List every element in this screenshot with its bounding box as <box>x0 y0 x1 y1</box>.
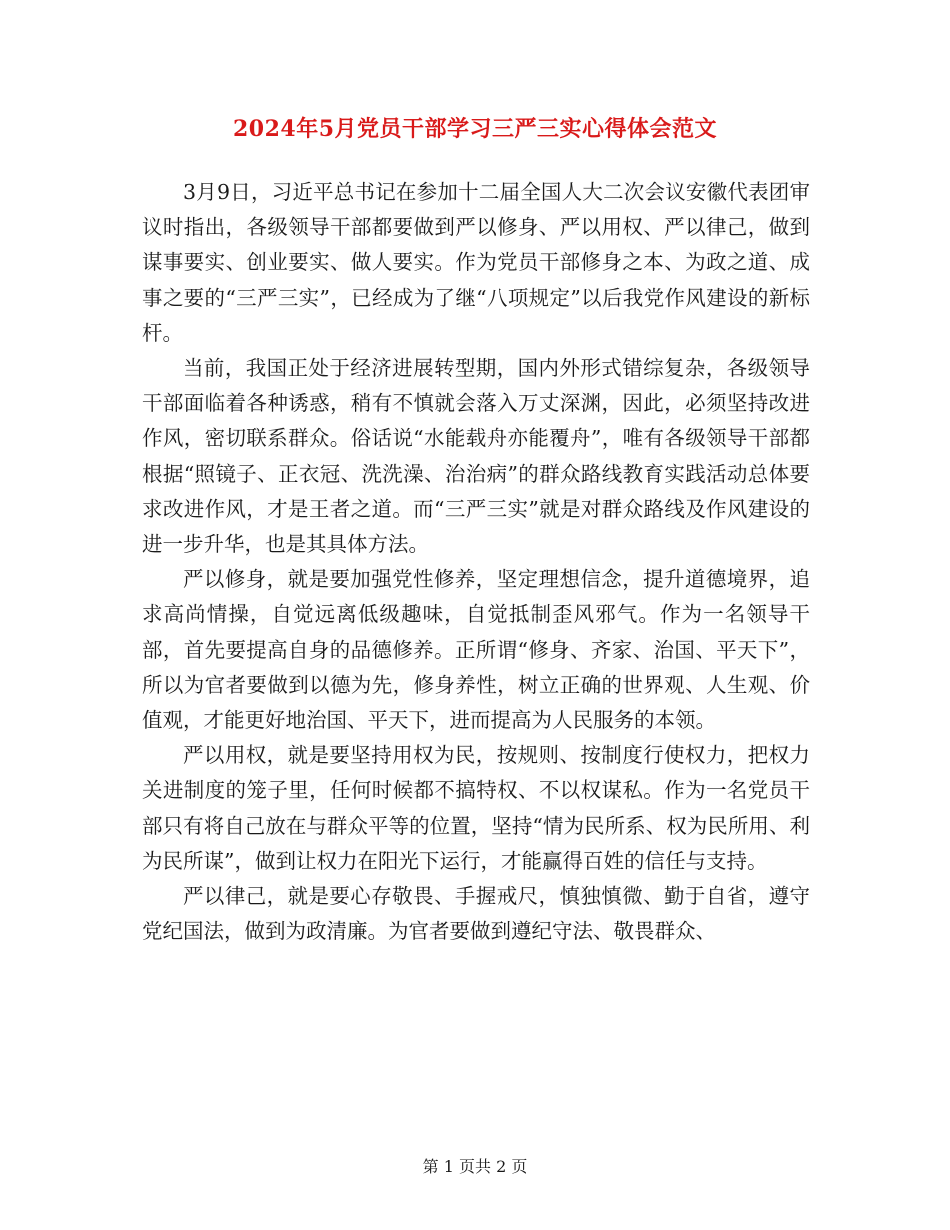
page-number-footer: 第 1 页共 2 页 <box>422 1157 528 1176</box>
paragraph-4: 严以用权，就是要坚持用权为民，按规则、按制度行使权力，把权力关进制度的笼子里，任何时候都不搞特权、不以权谋私。作为一名党员干部只有将自己放在与群众平等的位置，坚持“情为民所系、权为民所用、利为民所谋”，做到让权力在阳光下运行，才能赢得百姓的信任与支持。 <box>142 743 810 873</box>
paragraph-3: 严以修身，就是要加强党性修养，坚定理想信念，提升道德境界，追求高尚情操，自觉远离低级趣味，自觉抵制歪风邪气。作为一名领导干部，首先要提高自身的品德修养。正所谓“修身、齐家、治国、平天下”，所以为官者要做到以德为先，修身养性，树立正确的世界观、人生观、价值观，才能更好地治国、平天下，进而提高为人民服务的本领。 <box>142 567 810 733</box>
paragraph-1: 3月9日，习近平总书记在参加十二届全国人大二次会议安徽代表团审议时指出，各级领导干部都要做到严以修身、严以用权、严以律己，做到谋事要实、创业要实、做人要实。作为党员干部修身之本、为政之道、成事之要的“三严三实”，已经成为了继“八项规定”以后我党作风建设的新标杆。 <box>142 180 810 345</box>
document-body <box>142 175 810 949</box>
document-title: 2024年5月党员干部学习三严三实心得体会范文 <box>232 116 718 142</box>
paragraph-5: 严以律己，就是要心存敬畏、手握戒尺，慎独慎微、勤于自省，遵守党纪国法，做到为政清廉。为官者要做到遵纪守法、敬畏群众、 <box>142 884 810 944</box>
paragraph-2: 当前，我国正处于经济进展转型期，国内外形式错综复杂，各级领导干部面临着各种诱惑，稍有不慎就会落入万丈深渊，因此，必须坚持改进作风，密切联系群众。俗话说“水能载舟亦能覆舟”，唯有各级领导干部都根据“照镜子、正衣冠、洗洗澡、治治病”的群众路线教育实践活动总体要求改进作风，才是王者之道。而“三严三实”就是对群众路线及作风建设的进一步升华，也是其具体方法。 <box>142 356 810 557</box>
